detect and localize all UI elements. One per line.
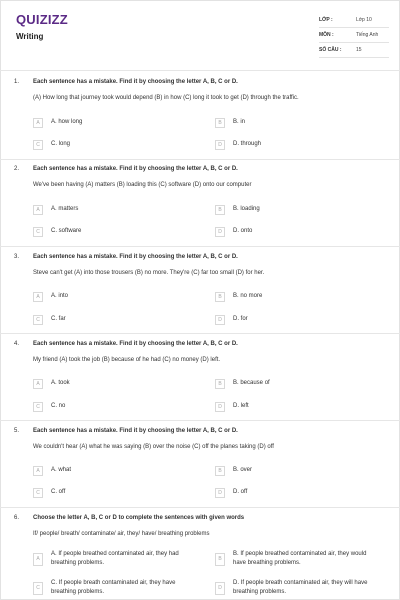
option-text: C. no — [51, 403, 66, 409]
option-letter: A — [33, 205, 43, 215]
option-text: A. took — [51, 380, 70, 386]
header-divider — [0, 70, 400, 71]
option-letter: B — [215, 466, 225, 476]
quizizz-logo: QUIZIZZ — [16, 12, 68, 27]
question-number: 5. — [14, 428, 20, 434]
option-text: D. off — [233, 489, 248, 495]
option-text: D. left — [233, 403, 249, 409]
option-text: A. what — [51, 467, 72, 473]
option-letter: A — [33, 292, 43, 302]
option-text: D. If people breath contaminated air, they will have breathing problems. — [233, 580, 368, 595]
question-prompt: Choose the letter A, B, C or D to complete the sentences with given words — [33, 515, 245, 521]
option-text: B. no more — [233, 293, 263, 299]
class-value: Lớp 10 — [356, 17, 372, 23]
question-prompt: Each sentence has a mistake. Find it by choosing the letter A, B, C or D. — [33, 79, 238, 85]
option-text: C. If people breath contaminated air, they have breathing problems. — [51, 580, 176, 595]
option-letter: A — [33, 118, 43, 128]
option-letter: A — [33, 553, 43, 566]
subject-underline — [319, 42, 389, 43]
option-text: D. onto — [233, 228, 253, 234]
option-letter: D — [215, 315, 225, 325]
option-letter: D — [215, 582, 225, 595]
option-letter: D — [215, 140, 225, 150]
option-text: B. because of — [233, 380, 270, 386]
option-letter: D — [215, 402, 225, 412]
option-letter: C — [33, 582, 43, 595]
option-text: B. in — [233, 119, 246, 125]
question-sentence: My friend (A) took the job (B) because of he had (C) no money (D) left. — [33, 357, 221, 363]
question-prompt: Each sentence has a mistake. Find it by choosing the letter A, B, C or D. — [33, 341, 238, 347]
count-value: 15 — [356, 47, 362, 53]
question-prompt: Each sentence has a mistake. Find it by choosing the letter A, B, C or D. — [33, 166, 238, 172]
count-label: SỐ CÂU : — [319, 47, 342, 53]
question-sentence: We couldn't hear (A) what he was saying (B) over the noise (C) off the planes taking (D) off — [33, 444, 274, 450]
option-text: A. If people breathed contaminated air, they had breathing problems. — [51, 551, 179, 566]
question-sentence: If/ people/ breath/ contaminate/ air, they/ have/ breathing problems — [33, 531, 210, 537]
option-letter: C — [33, 315, 43, 325]
question-sentence: (A) How long that journey took would depend (B) in how (C) long it took to get (D) through the traffic. — [33, 95, 299, 101]
option-text: A. how long — [51, 119, 83, 125]
option-text: C. software — [51, 228, 82, 234]
option-letter: B — [215, 553, 225, 566]
option-letter: A — [33, 379, 43, 389]
option-letter: D — [215, 488, 225, 498]
option-text: B. If people breathed contaminated air, they would have breathing problems. — [233, 551, 367, 566]
option-text: A. matters — [51, 206, 79, 212]
question-number: 2. — [14, 166, 20, 172]
question-number: 1. — [14, 79, 20, 85]
option-text: C. off — [51, 489, 66, 495]
question-prompt: Each sentence has a mistake. Find it by choosing the letter A, B, C or D. — [33, 428, 238, 434]
option-letter: C — [33, 140, 43, 150]
option-text: C. long — [51, 141, 71, 147]
question-number: 6. — [14, 515, 20, 521]
question-divider — [0, 246, 400, 247]
option-text: D. for — [233, 316, 248, 322]
option-letter: D — [215, 227, 225, 237]
question-number: 4. — [14, 341, 20, 347]
class-underline — [319, 27, 389, 28]
option-letter: B — [215, 205, 225, 215]
question-prompt: Each sentence has a mistake. Find it by choosing the letter A, B, C or D. — [33, 254, 238, 260]
option-text: D. through — [233, 141, 262, 147]
option-text: B. loading — [233, 206, 260, 212]
question-divider — [0, 420, 400, 421]
worksheet-title: Writing — [16, 32, 44, 41]
worksheet-header — [0, 0, 400, 70]
option-letter: B — [215, 118, 225, 128]
subject-value: Tiếng Anh — [356, 32, 379, 38]
option-text: C. far — [51, 316, 66, 322]
count-underline — [319, 57, 389, 58]
question-divider — [0, 159, 400, 160]
class-label: LỚP : — [319, 17, 333, 23]
question-divider — [0, 507, 400, 508]
option-text: B. over — [233, 467, 253, 473]
subject-label: MÔN : — [319, 32, 334, 38]
question-divider — [0, 333, 400, 334]
option-letter: B — [215, 292, 225, 302]
option-letter: A — [33, 466, 43, 476]
option-letter: B — [215, 379, 225, 389]
question-sentence: We've been having (A) matters (B) loading this (C) software (D) onto our computer — [33, 182, 252, 188]
option-letter: C — [33, 488, 43, 498]
option-letter: C — [33, 402, 43, 412]
option-text: A. into — [51, 293, 69, 299]
question-sentence: Steve can't get (A) into those trousers (B) no more. They're (C) far too small (D) for her. — [33, 270, 265, 276]
question-number: 3. — [14, 254, 20, 260]
option-letter: C — [33, 227, 43, 237]
